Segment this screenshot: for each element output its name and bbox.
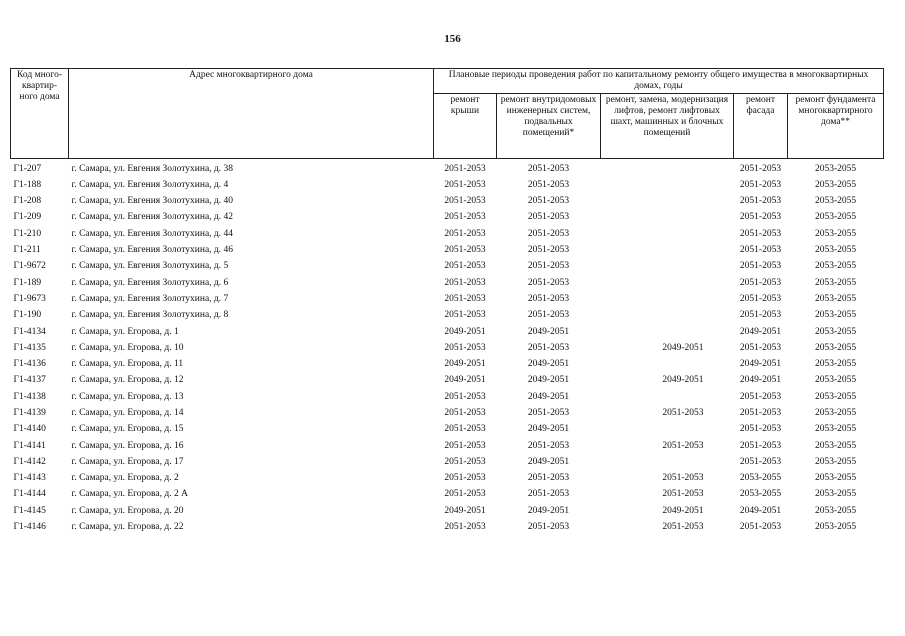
- cell-address: г. Самара, ул. Егорова, д. 15: [71, 424, 184, 435]
- cell-code: Г1-4134: [13, 326, 46, 337]
- cell-facade: 2051-2053: [739, 212, 782, 223]
- cell-facade: 2049-2051: [739, 375, 782, 386]
- cell-systems: 2051-2053: [527, 277, 570, 288]
- cell-foundation: 2053-2055: [814, 310, 857, 321]
- table-row: [11, 438, 884, 454]
- cell-lifts: [601, 356, 734, 372]
- cell-facade: 2051-2053: [739, 277, 782, 288]
- cell-foundation: 2053-2055: [814, 489, 857, 500]
- cell-facade: 2051-2053: [739, 293, 782, 304]
- cell-systems: 2051-2053: [527, 163, 570, 174]
- cell-address: г. Самара, ул. Евгения Золотухина, д. 6: [71, 277, 229, 288]
- cell-foundation: 2053-2055: [814, 326, 857, 337]
- cell-code: Г1-4145: [13, 505, 46, 516]
- cell-systems: 2049-2051: [527, 359, 570, 370]
- cell-lifts: 2049-2051: [662, 505, 704, 516]
- cell-lifts: 2049-2051: [662, 375, 704, 386]
- cell-facade: 2051-2053: [739, 407, 782, 418]
- cell-code: Г1-4140: [13, 424, 46, 435]
- cell-facade: 2051-2053: [739, 163, 782, 174]
- cell-code: Г1-4136: [13, 359, 46, 370]
- cell-foundation: 2053-2055: [814, 473, 857, 484]
- cell-address: г. Самара, ул. Егорова, д. 1: [71, 326, 179, 337]
- cell-lifts: [601, 158, 734, 177]
- cell-foundation: 2053-2055: [814, 440, 857, 451]
- table-row: [11, 193, 884, 209]
- cell-address: г. Самара, ул. Егорова, д. 11: [71, 359, 184, 370]
- header-code: Код много-квартир-ного дома: [11, 69, 69, 159]
- cell-code: Г1-209: [13, 212, 42, 223]
- cell-lifts: [601, 210, 734, 226]
- cell-roof: 2051-2053: [444, 212, 486, 223]
- cell-address: г. Самара, ул. Егорова, д. 13: [71, 391, 184, 402]
- cell-lifts: [601, 389, 734, 405]
- cell-roof: 2051-2053: [444, 522, 486, 533]
- cell-facade: 2051-2053: [739, 456, 782, 467]
- cell-lifts: [601, 454, 734, 470]
- cell-lifts: 2049-2051: [662, 342, 704, 353]
- table-row: [11, 177, 884, 193]
- cell-facade: 2051-2053: [739, 261, 782, 272]
- cell-foundation: 2053-2055: [814, 163, 857, 174]
- capital-repair-table: [10, 68, 884, 536]
- cell-address: г. Самара, ул. Евгения Золотухина, д. 46: [71, 245, 234, 256]
- cell-code: Г1-210: [13, 228, 42, 239]
- cell-facade: 2051-2053: [739, 424, 782, 435]
- table-row: [11, 503, 884, 519]
- cell-foundation: 2053-2055: [814, 522, 857, 533]
- cell-systems: 2051-2053: [527, 228, 570, 239]
- cell-facade: 2051-2053: [739, 342, 782, 353]
- table-row: [11, 259, 884, 275]
- cell-systems: 2049-2051: [527, 424, 570, 435]
- cell-roof: 2049-2051: [444, 359, 486, 370]
- header-systems: ремонт внутридомовых инженерных систем, подвальных помещений*: [497, 93, 601, 158]
- table-row: [11, 373, 884, 389]
- cell-address: г. Самара, ул. Евгения Золотухина, д. 8: [71, 310, 229, 321]
- table-row: [11, 291, 884, 307]
- cell-lifts: [601, 226, 734, 242]
- cell-facade: 2051-2053: [739, 245, 782, 256]
- cell-code: Г1-4138: [13, 391, 46, 402]
- table-row: [11, 356, 884, 372]
- table-row: [11, 210, 884, 226]
- cell-code: Г1-4141: [13, 440, 46, 451]
- cell-code: Г1-190: [13, 310, 42, 321]
- cell-lifts: [601, 275, 734, 291]
- cell-roof: 2051-2053: [444, 489, 486, 500]
- cell-lifts: 2051-2053: [662, 473, 704, 484]
- cell-foundation: 2053-2055: [814, 261, 857, 272]
- cell-systems: 2051-2053: [527, 179, 570, 190]
- header-foundation: ремонт фундамента многоквартирного дома**: [788, 93, 884, 158]
- cell-facade: 2051-2053: [739, 179, 782, 190]
- cell-facade: 2049-2051: [739, 359, 782, 370]
- cell-address: г. Самара, ул. Евгения Золотухина, д. 42: [71, 212, 234, 223]
- cell-address: г. Самара, ул. Егорова, д. 22: [71, 522, 184, 533]
- cell-lifts: [601, 193, 734, 209]
- cell-address: г. Самара, ул. Егорова, д. 10: [71, 342, 184, 353]
- cell-address: г. Самара, ул. Егорова, д. 17: [71, 456, 184, 467]
- cell-systems: 2051-2053: [527, 522, 570, 533]
- cell-code: Г1-4139: [13, 407, 46, 418]
- cell-roof: 2051-2053: [444, 261, 486, 272]
- table-row: [11, 470, 884, 486]
- table-row: [11, 340, 884, 356]
- cell-foundation: 2053-2055: [814, 179, 857, 190]
- cell-roof: 2051-2053: [444, 391, 486, 402]
- cell-roof: 2049-2051: [444, 505, 486, 516]
- cell-facade: 2049-2051: [739, 505, 782, 516]
- cell-roof: 2051-2053: [444, 473, 486, 484]
- table-row: [11, 454, 884, 470]
- cell-foundation: 2053-2055: [814, 212, 857, 223]
- cell-address: г. Самара, ул. Евгения Золотухина, д. 44: [71, 228, 234, 239]
- cell-foundation: 2053-2055: [814, 456, 857, 467]
- cell-lifts: [601, 242, 734, 258]
- cell-roof: 2051-2053: [444, 424, 486, 435]
- cell-lifts: 2051-2053: [662, 407, 704, 418]
- cell-lifts: [601, 291, 734, 307]
- cell-address: г. Самара, ул. Евгения Золотухина, д. 40: [71, 196, 234, 207]
- cell-address: г. Самара, ул. Евгения Золотухина, д. 5: [71, 261, 229, 272]
- cell-address: г. Самара, ул. Евгения Золотухина, д. 4: [71, 179, 229, 190]
- cell-facade: 2051-2053: [739, 310, 782, 321]
- table-row: [11, 324, 884, 340]
- cell-roof: 2049-2051: [444, 375, 486, 386]
- cell-code: Г1-4143: [13, 473, 46, 484]
- cell-address: г. Самара, ул. Егорова, д. 12: [71, 375, 184, 386]
- cell-code: Г1-4146: [13, 522, 46, 533]
- cell-code: Г1-208: [13, 196, 42, 207]
- cell-systems: 2051-2053: [527, 293, 570, 304]
- cell-systems: 2051-2053: [527, 245, 570, 256]
- header-roof: ремонт крыши: [434, 93, 497, 158]
- cell-foundation: 2053-2055: [814, 505, 857, 516]
- table-row: [11, 422, 884, 438]
- cell-address: г. Самара, ул. Егорова, д. 2 А: [71, 489, 188, 500]
- cell-address: г. Самара, ул. Егорова, д. 14: [71, 407, 184, 418]
- cell-roof: 2051-2053: [444, 310, 486, 321]
- header-address: Адрес многоквартирного дома: [69, 69, 434, 159]
- cell-systems: 2049-2051: [527, 326, 570, 337]
- table-row: [11, 519, 884, 535]
- cell-address: г. Самара, ул. Егорова, д. 20: [71, 505, 184, 516]
- cell-address: г. Самара, ул. Евгения Золотухина, д. 38: [71, 163, 234, 174]
- cell-foundation: 2053-2055: [814, 424, 857, 435]
- cell-code: Г1-211: [13, 245, 41, 256]
- cell-foundation: 2053-2055: [814, 245, 857, 256]
- table-row: [11, 242, 884, 258]
- cell-address: г. Самара, ул. Егорова, д. 16: [71, 440, 184, 451]
- cell-facade: 2051-2053: [739, 440, 782, 451]
- page-number: 156: [444, 33, 461, 45]
- header-facade: ремонт фасада: [734, 93, 788, 158]
- cell-roof: 2051-2053: [444, 456, 486, 467]
- cell-roof: 2051-2053: [444, 293, 486, 304]
- cell-systems: 2051-2053: [527, 196, 570, 207]
- cell-foundation: 2053-2055: [814, 196, 857, 207]
- cell-lifts: 2051-2053: [662, 440, 704, 451]
- cell-systems: 2051-2053: [527, 440, 570, 451]
- table-row: [11, 226, 884, 242]
- cell-facade: 2051-2053: [739, 228, 782, 239]
- cell-lifts: [601, 308, 734, 324]
- cell-code: Г1-4135: [13, 342, 46, 353]
- cell-systems: 2051-2053: [527, 310, 570, 321]
- cell-foundation: 2053-2055: [814, 375, 857, 386]
- cell-lifts: [601, 177, 734, 193]
- cell-foundation: 2053-2055: [814, 277, 857, 288]
- table-body: [11, 158, 884, 535]
- cell-code: Г1-188: [13, 179, 42, 190]
- cell-code: Г1-4142: [13, 456, 46, 467]
- cell-systems: 2051-2053: [527, 473, 570, 484]
- cell-code: Г1-4144: [13, 489, 46, 500]
- cell-facade: 2051-2053: [739, 522, 782, 533]
- header-lifts: ремонт, замена, модернизация лифтов, ремонт лифтовых шахт, машинных и блочных помещений: [601, 93, 734, 158]
- cell-foundation: 2053-2055: [814, 293, 857, 304]
- table-row: [11, 308, 884, 324]
- table-row: [11, 389, 884, 405]
- cell-foundation: 2053-2055: [814, 407, 857, 418]
- cell-roof: 2051-2053: [444, 342, 486, 353]
- cell-lifts: 2051-2053: [662, 522, 704, 533]
- header-periods: Плановые периоды проведения работ по капитальному ремонту общего имущества в многоквартирных домах, годы: [434, 69, 884, 94]
- cell-lifts: 2051-2053: [662, 489, 704, 500]
- cell-systems: 2051-2053: [527, 342, 570, 353]
- cell-foundation: 2053-2055: [814, 391, 857, 402]
- cell-foundation: 2053-2055: [814, 359, 857, 370]
- table-row: [11, 405, 884, 421]
- cell-roof: 2051-2053: [444, 277, 486, 288]
- cell-roof: 2051-2053: [444, 196, 486, 207]
- table-row: [11, 158, 884, 177]
- cell-roof: 2051-2053: [444, 163, 486, 174]
- cell-systems: 2051-2053: [527, 489, 570, 500]
- cell-code: Г1-4137: [13, 375, 46, 386]
- cell-facade: 2051-2053: [739, 391, 782, 402]
- cell-address: г. Самара, ул. Егорова, д. 2: [71, 473, 179, 484]
- cell-roof: 2051-2053: [444, 179, 486, 190]
- cell-code: Г1-189: [13, 277, 42, 288]
- cell-systems: 2049-2051: [527, 505, 570, 516]
- cell-systems: 2049-2051: [527, 391, 570, 402]
- cell-foundation: 2053-2055: [814, 342, 857, 353]
- cell-facade: 2051-2053: [739, 196, 782, 207]
- cell-systems: 2051-2053: [527, 407, 570, 418]
- cell-lifts: [601, 324, 734, 340]
- cell-address: г. Самара, ул. Евгения Золотухина, д. 7: [71, 293, 229, 304]
- table-header: [11, 69, 884, 159]
- cell-foundation: 2053-2055: [814, 228, 857, 239]
- cell-code: Г1-9673: [13, 293, 46, 304]
- cell-facade: 2049-2051: [739, 326, 782, 337]
- cell-lifts: [601, 422, 734, 438]
- cell-lifts: [601, 259, 734, 275]
- cell-code: Г1-9672: [13, 261, 46, 272]
- cell-systems: 2049-2051: [527, 375, 570, 386]
- cell-systems: 2051-2053: [527, 212, 570, 223]
- cell-roof: 2051-2053: [444, 228, 486, 239]
- cell-facade: 2053-2055: [739, 473, 782, 484]
- cell-roof: 2051-2053: [444, 407, 486, 418]
- cell-systems: 2049-2051: [527, 456, 570, 467]
- cell-facade: 2053-2055: [739, 489, 782, 500]
- cell-code: Г1-207: [13, 163, 42, 174]
- table-row: [11, 275, 884, 291]
- cell-roof: 2051-2053: [444, 440, 486, 451]
- table-row: [11, 487, 884, 503]
- cell-roof: 2049-2051: [444, 326, 486, 337]
- cell-systems: 2051-2053: [527, 261, 570, 272]
- cell-roof: 2051-2053: [444, 245, 486, 256]
